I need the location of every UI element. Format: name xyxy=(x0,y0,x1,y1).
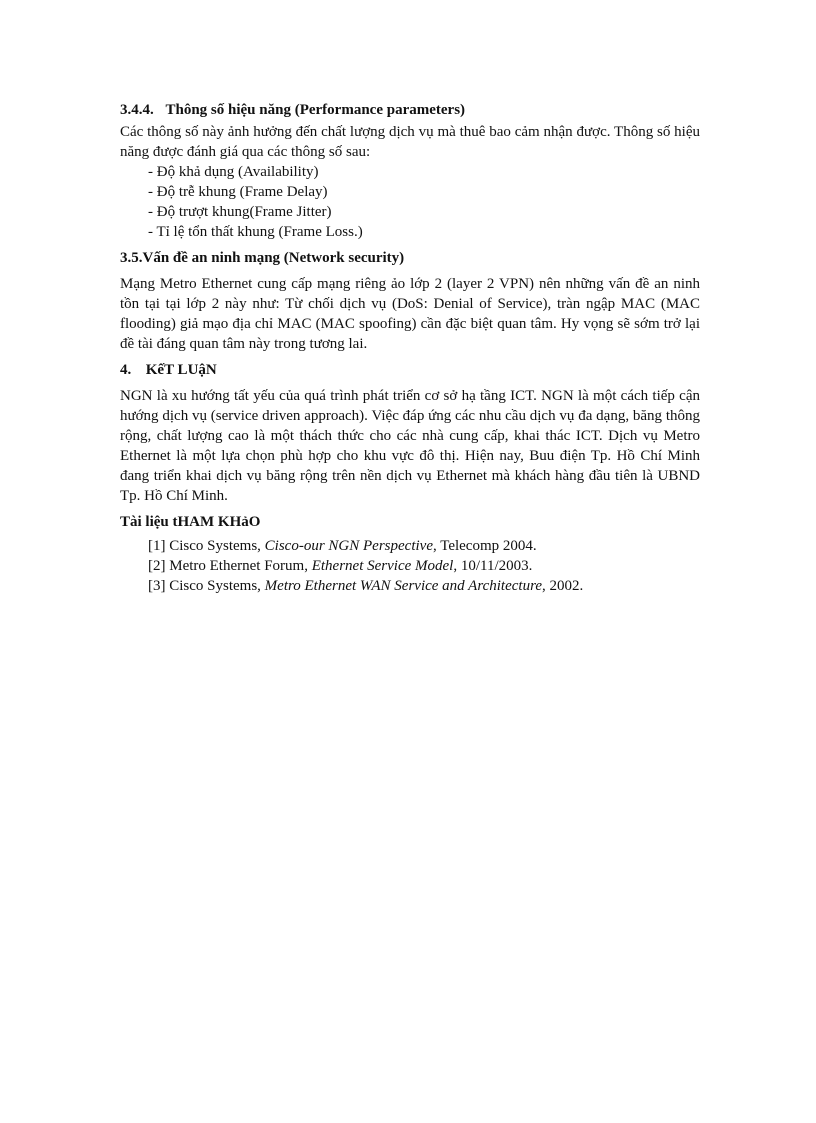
reference-suffix: , 2002. xyxy=(542,578,584,594)
section-3-5-heading: 3.5.Vấn đề an ninh mạng (Network security) xyxy=(120,250,405,266)
reference-title: Ethernet Service Model xyxy=(311,558,454,574)
references-list xyxy=(120,536,700,596)
section-4-body: NGN là xu hướng tất yếu của quá trình phát triển cơ sở hạ tầng ICT. NGN là một cách tiếp cận hướng dịch vụ (service driven approach). Việc đáp ứng các nhu cầu dịch vụ đa dạng, băng thông rộng, chất lượng cao là một thách thức cho các nhà cung cấp, khai thác ICT. Dịch vụ Metro Ethernet là một lựa chọn phù hợp cho khu vực đô thị. Hiện nay, Buu điện Tp. Hồ Chí Minh đang triển khai dịch vụ băng rộng trên nền dịch vụ Ethernet mà khách hàng đầu tiên là UBND Tp. Hồ Chí Minh. xyxy=(120,388,700,504)
reference-item xyxy=(148,576,700,596)
list-item: - Độ trượt khung(Frame Jitter) xyxy=(148,204,332,220)
reference-prefix: [1] Cisco Systems, xyxy=(148,538,265,554)
document-page xyxy=(120,100,700,596)
section-number: 4. xyxy=(120,362,132,378)
reference-prefix: [3] Cisco Systems, xyxy=(148,578,265,594)
reference-title: Metro Ethernet WAN Service and Architecture xyxy=(264,578,543,594)
section-3-4-4-intro: Các thông số này ảnh hưởng đến chất lượng dịch vụ mà thuê bao cảm nhận được. Thông số hiệu năng được đánh giá qua các thông số sau: xyxy=(120,124,700,160)
section-title: KếT LUậN xyxy=(145,362,217,378)
section-3-5-body: Mạng Metro Ethernet cung cấp mạng riêng ảo lớp 2 (layer 2 VPN) nên những vấn đề an ninh tồn tại tại lớp 2 này như: Từ chối dịch vụ (DoS: Denial of Service), tràn ngập MAC (MAC flooding) giả mạo địa chỉ MAC (MAC spoofing) cần đặc biệt quan tâm. Hy vọng sẽ sớm trở lại đề tài đáng quan tâm này trong tương lai. xyxy=(120,276,700,352)
references-heading: Tài liệu tHAM KHảO xyxy=(120,514,261,530)
reference-prefix: [2] Metro Ethernet Forum, xyxy=(148,558,312,574)
reference-suffix: , 10/11/2003. xyxy=(453,558,533,574)
reference-item xyxy=(148,556,700,576)
section-title: Thông số hiệu năng (Performance parameters) xyxy=(165,102,466,118)
performance-parameter-list xyxy=(120,162,700,242)
section-3-4-4-heading xyxy=(120,100,700,120)
reference-item xyxy=(148,536,700,556)
section-number: 3.4.4. xyxy=(120,102,154,118)
list-item: - Độ khả dụng (Availability) xyxy=(148,164,319,180)
reference-suffix: , Telecomp 2004. xyxy=(432,538,537,554)
list-item: - Tỉ lệ tổn thất khung (Frame Loss.) xyxy=(148,224,363,240)
reference-title: Cisco-our NGN Perspective xyxy=(264,538,433,554)
section-4-heading xyxy=(120,360,700,380)
list-item: - Độ trễ khung (Frame Delay) xyxy=(148,184,328,200)
